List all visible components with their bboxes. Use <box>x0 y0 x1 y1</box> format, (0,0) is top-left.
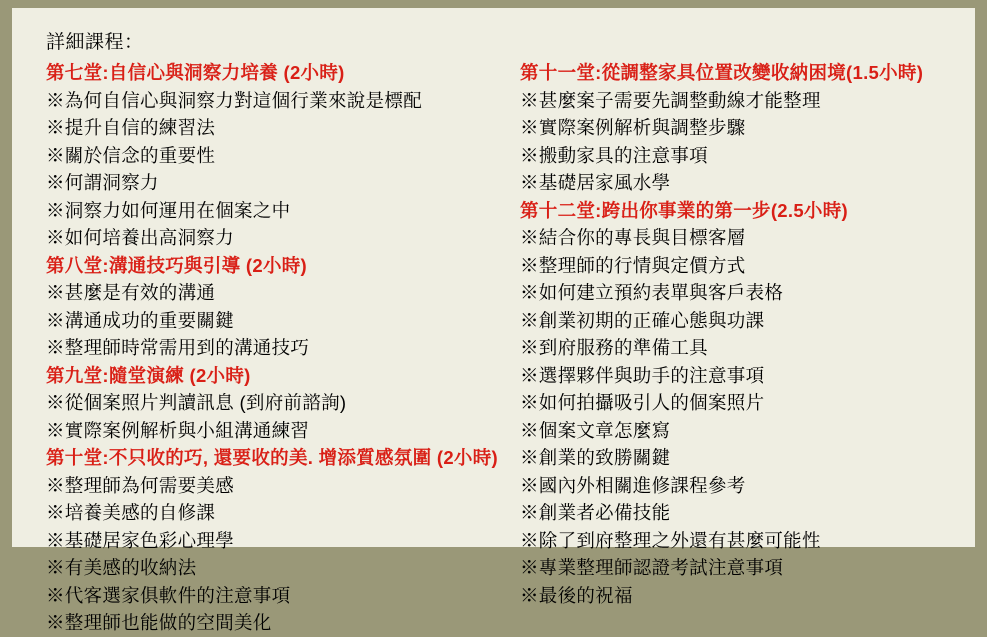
course-column-left <box>38 59 498 637</box>
course-item: ※基礎居家風水學 <box>519 172 671 193</box>
course-item: ※整理師的行情與定價方式 <box>519 254 746 276</box>
course-item: ※最後的祝福 <box>519 584 633 606</box>
course-item: ※國內外相關進修課程參考 <box>519 474 746 496</box>
course-item: ※提升自信的練習法 <box>46 117 216 138</box>
course-column-right <box>498 59 949 609</box>
course-item: ※基礎居家色彩心理學 <box>46 529 235 551</box>
course-item: ※整理師為何需要美感 <box>46 474 235 496</box>
course-section-title: 第十堂:不只收的巧, 還要收的美. 增添質感氛圍 (2小時) <box>46 447 498 468</box>
course-item: ※專業整理師認證考試注意事項 <box>519 557 784 578</box>
page-title: 詳細課程： <box>46 32 144 53</box>
course-item: ※為何自信心與洞察力對這個行業來說是標配 <box>46 89 423 111</box>
course-item: ※如何拍攝吸引人的個案照片 <box>519 392 765 413</box>
course-item: ※選擇夥伴與助手的注意事項 <box>519 364 765 386</box>
course-section-title: 第九堂:隨堂演練 (2小時) <box>46 364 251 386</box>
course-item: ※如何培養出高洞察力 <box>46 227 235 248</box>
course-columns <box>38 59 949 637</box>
course-item: ※有美感的收納法 <box>46 557 197 578</box>
course-item: ※代客選家俱軟件的注意事項 <box>46 584 291 606</box>
course-item: ※甚麼案子需要先調整動線才能整理 <box>519 89 821 111</box>
course-item: ※到府服務的準備工具 <box>519 337 708 358</box>
course-item: ※如何建立預約表單與客戶表格 <box>519 282 784 303</box>
course-item: ※結合你的專長與目標客層 <box>519 227 746 248</box>
course-section-title: 第八堂:溝通技巧與引導 (2小時) <box>46 254 308 276</box>
course-section-title: 第十一堂:從調整家具位置改變收納困境(1.5小時) <box>519 62 924 83</box>
course-item: ※實際案例解析與小組溝通練習 <box>46 419 310 441</box>
course-item: ※創業的致勝關鍵 <box>519 447 671 468</box>
course-item: ※溝通成功的重要關鍵 <box>46 309 235 331</box>
course-section-title: 第十二堂:跨出你事業的第一步(2.5小時) <box>519 199 848 221</box>
course-item: ※整理師也能做的空間美化 <box>46 612 272 633</box>
course-section-title: 第七堂:自信心與洞察力培養 (2小時) <box>46 62 345 83</box>
course-item: ※實際案例解析與調整步驟 <box>519 117 746 138</box>
course-item: ※整理師時常需用到的溝通技巧 <box>46 337 310 358</box>
course-item: ※培養美感的自修課 <box>46 502 216 523</box>
course-item: ※從個案照片判讀訊息 (到府前諮詢) <box>46 392 347 413</box>
course-item: ※除了到府整理之外還有甚麼可能性 <box>519 529 821 551</box>
course-item: ※創業初期的正確心態與功課 <box>519 309 765 331</box>
course-item: ※關於信念的重要性 <box>46 144 216 166</box>
slide-canvas <box>12 8 975 633</box>
course-item: ※創業者必備技能 <box>519 502 671 523</box>
course-item: ※甚麼是有效的溝通 <box>46 282 216 303</box>
course-item: ※何謂洞察力 <box>46 172 159 193</box>
course-item: ※搬動家具的注意事項 <box>519 144 708 166</box>
course-item: ※洞察力如何運用在個案之中 <box>46 199 291 221</box>
course-item: ※個案文章怎麼寫 <box>519 419 671 441</box>
